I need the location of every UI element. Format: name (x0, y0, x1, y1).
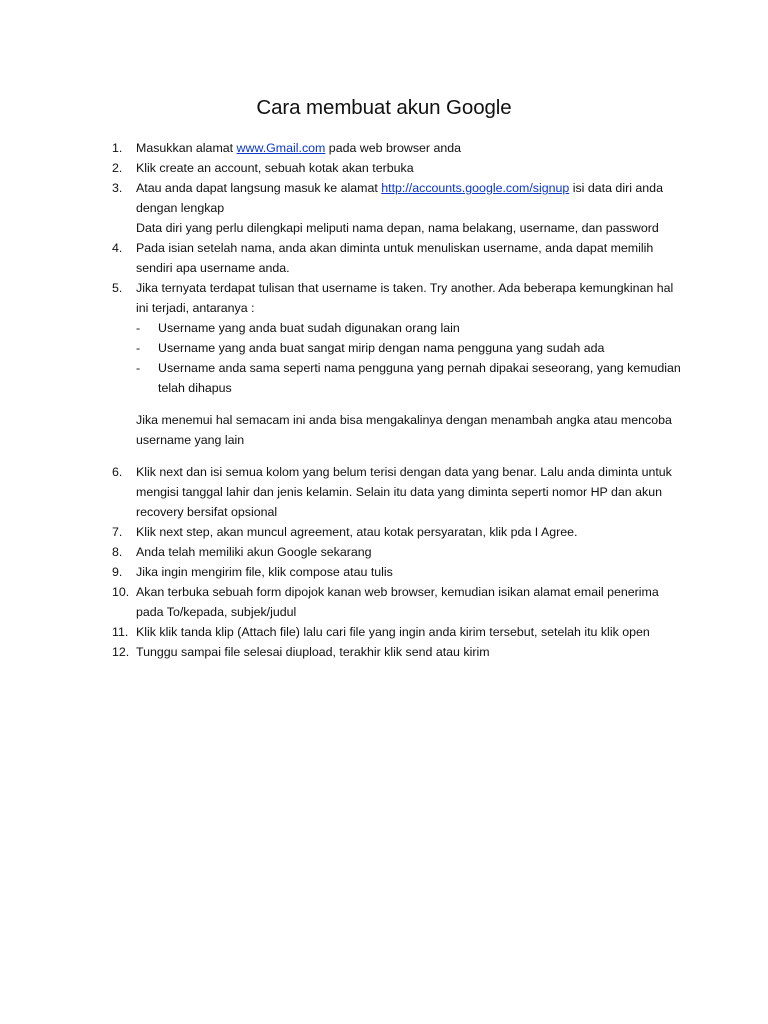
item-text: Jika ternyata terdapat tulisan that username is taken. Try another. Ada beberapa kemungkinan hal ini terjadi, antaranya : (136, 281, 674, 315)
item-text: Klik klik tanda klip (Attach file) lalu cari file yang ingin anda kirim tersebut, setelah itu klik open (136, 625, 650, 639)
bullet-dash: - (136, 361, 141, 375)
list-item-12 (0, 642, 768, 662)
signup-link[interactable]: http://accounts.google.com/signup (381, 181, 570, 195)
item-text: Jika ingin mengirim file, klik compose atau tulis (136, 565, 393, 579)
list-item-11 (0, 622, 768, 642)
item-text: Akan terbuka sebuah form dipojok kanan web browser, kemudian isikan alamat email penerima pada To/kepada, subjek/judul (136, 585, 659, 619)
item-number: 9. (112, 565, 123, 579)
item-number: 8. (112, 545, 123, 559)
item-text: Klik create an account, sebuah kotak akan terbuka (136, 161, 414, 175)
item-text-end: pada web browser anda (325, 141, 462, 155)
item-number: 2. (112, 161, 123, 175)
item-text-end: isi data diri anda dengan lengkap (136, 181, 663, 215)
bullet-text: Username yang anda buat sangat mirip dengan nama pengguna yang sudah ada (158, 341, 605, 355)
item-number: 7. (112, 525, 123, 539)
gmail-link[interactable]: www.Gmail.com (236, 141, 326, 155)
item-number: 6. (112, 465, 123, 479)
item-number: 10. (112, 585, 130, 599)
steps-list (0, 138, 768, 662)
list-item-7 (0, 522, 768, 542)
item-number: 4. (112, 241, 123, 255)
list-item-1 (0, 138, 768, 158)
item-extra-text: Data diri yang perlu dilengkapi meliputi nama depan, nama belakang, username, dan password (136, 221, 659, 235)
item-number: 1. (112, 141, 123, 155)
document-title: Cara membuat akun Google (256, 96, 512, 119)
bullet-text: Username yang anda buat sudah digunakan orang lain (158, 321, 460, 335)
item-number: 5. (112, 281, 123, 295)
list-item-2 (0, 158, 768, 178)
bullet-dash: - (136, 321, 141, 335)
item-text: Klik next dan isi semua kolom yang belum terisi dengan data yang benar. Lalu anda diminta untuk mengisi tanggal lahir dan jenis kelamin. Selain itu data yang diminta seperti nomor HP dan akun recovery bersifat opsional (136, 465, 672, 519)
list-item-5 (0, 278, 768, 318)
list-item-6 (0, 462, 768, 522)
sub-bullet-2 (0, 338, 768, 358)
bullet-text: Username anda sama seperti nama pengguna yang pernah dipakai seseorang, yang kemudian telah dihapus (158, 361, 681, 395)
spacer (0, 450, 768, 462)
sub-bullet-1 (0, 318, 768, 338)
item-5-note: Jika menemui hal semacam ini anda bisa mengakalinya dengan menambah angka atau mencoba username yang lain (136, 413, 672, 447)
list-item-4 (0, 238, 768, 278)
item-text-start: Atau anda dapat langsung masuk ke alamat (136, 181, 382, 195)
item-text: Tunggu sampai file selesai diupload, terakhir klik send atau kirim (136, 645, 490, 659)
item-number: 11. (112, 625, 129, 639)
item-number: 12. (112, 645, 130, 659)
list-item-10 (0, 582, 768, 622)
item-text: Klik next step, akan muncul agreement, atau kotak persyaratan, klik pda I Agree. (136, 525, 578, 539)
list-item-8 (0, 542, 768, 562)
bullet-dash: - (136, 341, 141, 355)
item-number: 3. (112, 181, 123, 195)
sub-bullet-3 (0, 358, 768, 398)
spacer (0, 398, 768, 410)
item-text: Pada isian setelah nama, anda akan diminta untuk menuliskan username, anda dapat memilih sendiri apa username anda. (136, 241, 654, 275)
list-item-9 (0, 562, 768, 582)
item-text: Anda telah memiliki akun Google sekarang (136, 545, 372, 559)
item-text-start: Masukkan alamat (136, 141, 237, 155)
list-item-3 (0, 178, 768, 238)
